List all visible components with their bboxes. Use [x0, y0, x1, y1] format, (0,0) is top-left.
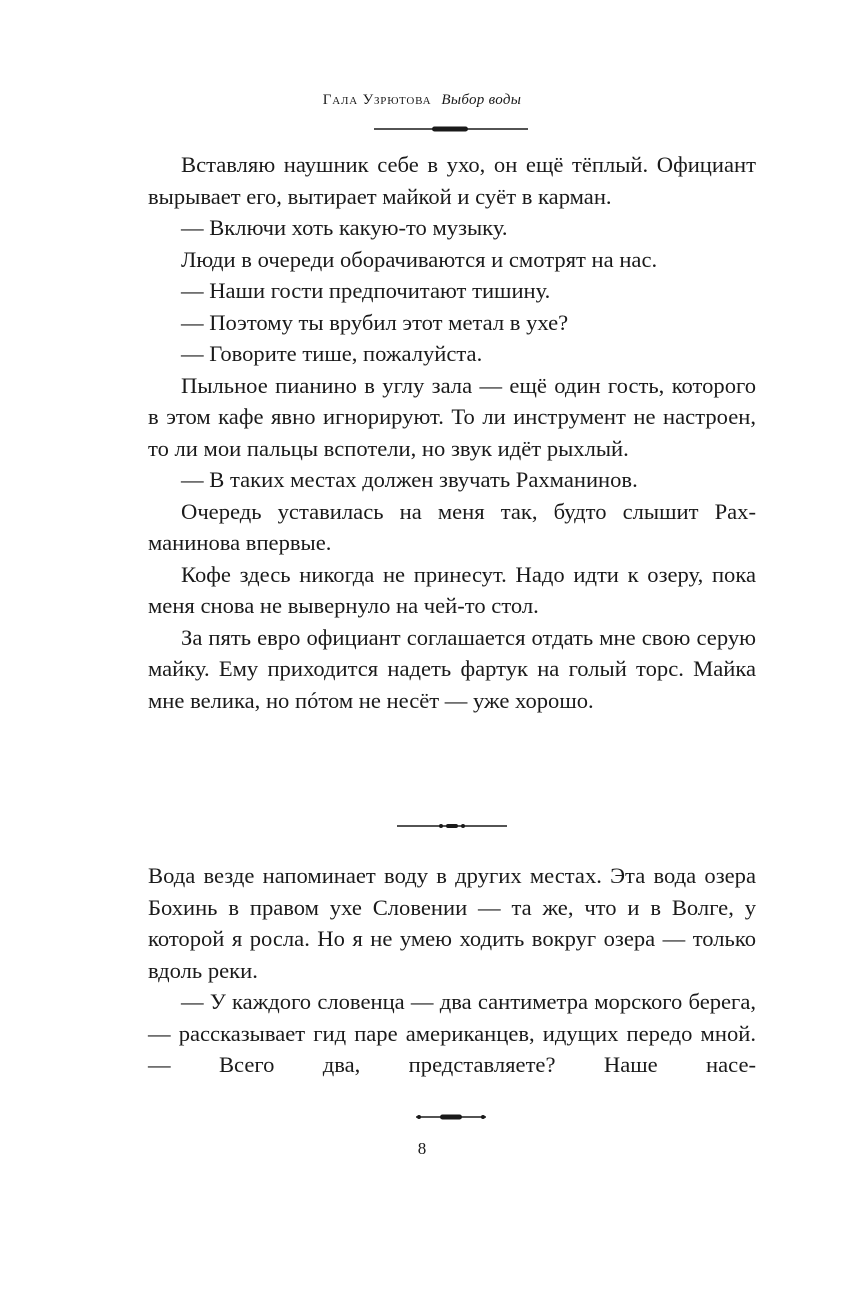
running-head-author: Гала Узрютова — [322, 92, 432, 108]
section-break-ornament — [397, 821, 507, 831]
page-number: 8 — [417, 1139, 427, 1158]
paragraph: — В таких местах должен звучать Рахманинов. — [181, 467, 638, 492]
header-rule-ornament — [374, 125, 528, 133]
paragraph: — Говорите тише, пожалуйста. — [181, 341, 483, 366]
section-1-text — [148, 149, 756, 716]
paragraph: Вставляю наушник себе в ухо, он ещё тёплый. Официант вырывает его, вытирает майкой и суёт в карман. — [148, 152, 756, 209]
paragraph: Вода везде напоминает воду в других местах. Эта вода озера Бохинь в правом ухе Словении — та же, что и в Волге, у которой я росла. Но я не умею ходить вокруг озера — только вдоль реки. — [148, 863, 756, 983]
paragraph: Люди в очереди оборачиваются и смотрят на нас. — [181, 246, 658, 272]
footer-ornament — [416, 1112, 486, 1122]
paragraph: — У каждого словенца — два сантиметра морского берега, — рассказывает гид паре американцев, идущих передо мной. — Всего два, представляете? Наше насе- — [148, 989, 756, 1077]
running-head-book-title: Выбор воды — [441, 92, 522, 108]
paragraph: — Поэтому ты врубил этот метал в ухе? — [181, 309, 569, 335]
section-2-text — [148, 860, 756, 1081]
running-head — [0, 92, 844, 109]
paragraph: Кофе здесь никогда не принесут. Надо идти к озеру, пока меня снова не вывернуло на чей-то стол. — [148, 561, 756, 618]
paragraph: — Включи хоть какую-то музыку. — [181, 215, 508, 240]
paragraph: Очередь уставилась на меня так, будто слышит Рахманинова впервые. — [148, 498, 756, 555]
paragraph: Пыльное пианино в углу зала — ещё один гость, которого в этом кафе явно игнорируют. То ли инструмент не настроен, то ли мои пальцы вспотели, но звук идёт рыхлый. — [148, 372, 756, 461]
paragraph: — Наши гости предпочитают тишину. — [181, 278, 551, 303]
paragraph: За пять евро официант соглашается отдать мне свою серую майку. Ему приходится надеть фартук на голый торс. Майка мне велика, но пóтом не несёт — уже хорошо. — [148, 624, 756, 713]
